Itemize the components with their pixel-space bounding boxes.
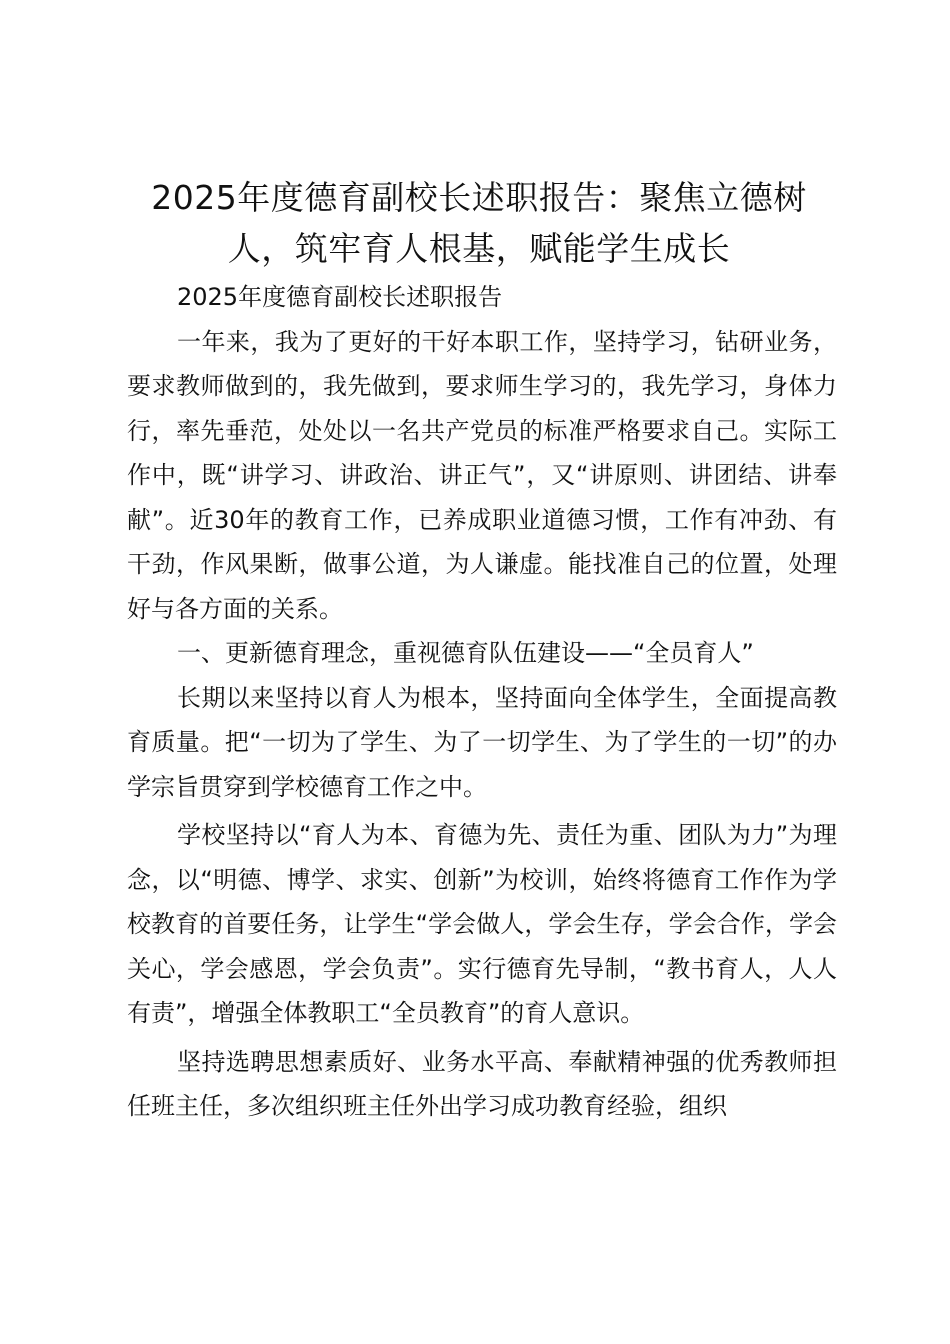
document-title: 2025年度德育副校长述职报告：聚焦立德树人，筑牢育人根基，赋能学生成长 (151, 178, 807, 268)
paragraph-2: 长期以来坚持以育人为根本，坚持面向全体学生，全面提高教育质量。把“一切为了学生、为了一切学生、为了学生的一切”的办学宗旨贯穿到学校德育工作之中。 (127, 683, 837, 801)
report-subtitle: 2025年度德育副校长述职报告 (177, 283, 503, 311)
paragraph-intro: 一年来，我为了更好的干好本职工作，坚持学习，钻研业务，要求教师做到的，我先做到，要求师生学习的，我先学习，身体力行，率先垂范，处处以一名共产党员的标准严格要求自己。实际工作中，既“讲学习、讲政治、讲正气”，又“讲原则、讲团结、讲奉献”。近30年的教育工作，已养成职业道德习惯，工作有冲劲、有干劲，作风果断，做事公道，为人谦虚。能找准自己的位置，处理好与各方面的关系。 (127, 327, 837, 623)
paragraph-3: 学校坚持以“育人为本、育德为先、责任为重、团队为力”为理念，以“明德、博学、求实、创新”为校训，始终将德育工作作为学校教育的首要任务，让学生“学会做人，学会生存，学会合作，学会关心，学会感恩，学会负责”。实行德育先导制，“教书育人，人人有责”，增强全体教职工“全员教育”的育人意识。 (127, 821, 837, 1027)
section-heading-1: 一、更新德育理念，重视德育队伍建设——“全员育人” (177, 639, 754, 667)
document-body (127, 275, 837, 1129)
paragraph-4: 坚持选聘思想素质好、业务水平高、奉献精神强的优秀教师担任班主任，多次组织班主任外出学习成功教育经验，组织 (127, 1047, 837, 1120)
